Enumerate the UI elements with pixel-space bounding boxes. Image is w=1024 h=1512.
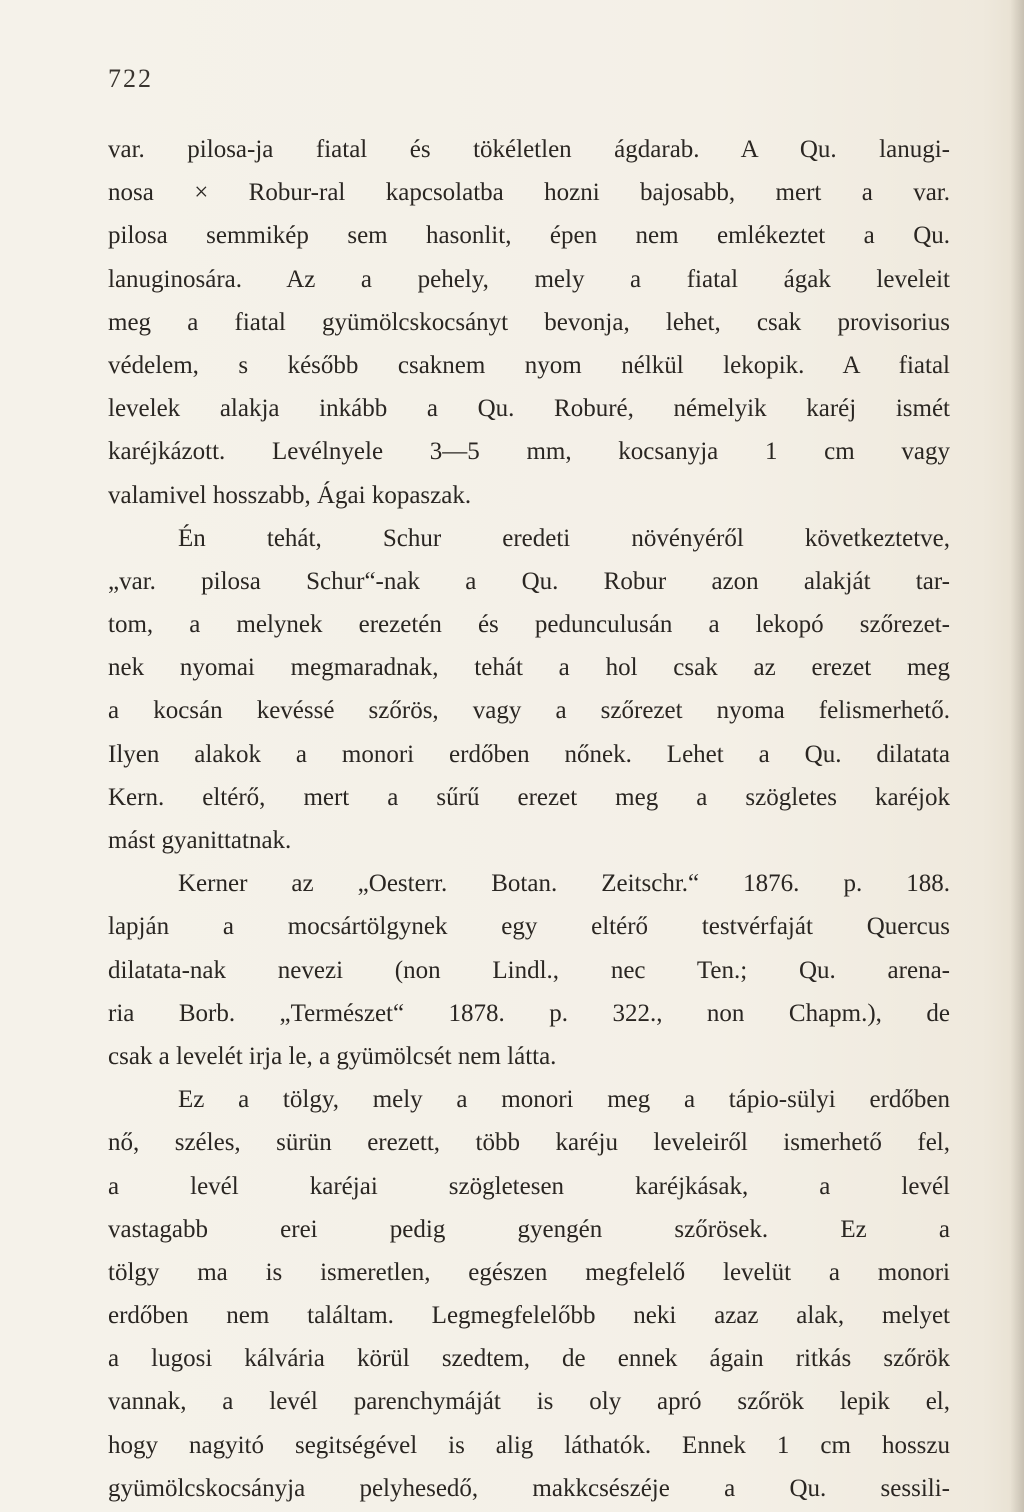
text-line: lanuginosára. Az a pehely, mely a fiatal ágak leveleit xyxy=(108,265,950,293)
text-line: nosa × Robur-ral kapcsolatba hozni bajosabb, mert a var. xyxy=(108,179,950,207)
text-line: „var. pilosa Schur“-nak a Qu. Robur azon alakját tar- xyxy=(108,567,950,595)
text-line: a levél karéjai szögletesen karéjkásak, a levél xyxy=(108,1172,950,1200)
text-line: erdőben nem találtam. Legmegfelelőbb neki azaz alak, melyet xyxy=(108,1302,950,1330)
body-text xyxy=(108,128,950,1510)
text-line: tölgy ma is ismeretlen, egészen megfelelő levelüt a monori xyxy=(108,1258,950,1286)
text-line: lapján a mocsártölgynek egy eltérő testvérfaját Quercus xyxy=(108,913,950,941)
text-line: dilatata-nak nevezi (non Lindl., nec Ten.; Qu. arena- xyxy=(108,956,950,984)
text-line: Ilyen alakok a monori erdőben nőnek. Lehet a Qu. dilatata xyxy=(108,740,950,768)
text-line: vannak, a levél parenchymáját is oly apró szőrök lepik el, xyxy=(108,1388,950,1416)
text-line: vastagabb erei pedig gyengén szőrösek. Ez a xyxy=(108,1215,950,1243)
text-line: pilosa semmikép sem hasonlit, épen nem emlékeztet a Qu. xyxy=(108,222,950,250)
text-line: ria Borb. „Természet“ 1878. p. 322., non Chapm.), de xyxy=(108,999,950,1027)
text-line: meg a fiatal gyümölcskocsányt bevonja, lehet, csak provisorius xyxy=(108,308,950,336)
text-line: tom, a melynek erezetén és pedunculusán a lekopó szőrezet- xyxy=(108,611,950,639)
text-line: Ez a tölgy, mely a monori meg a tápio-sülyi erdőben xyxy=(178,1086,950,1114)
text-line: a kocsán kevéssé szőrös, vagy a szőrezet nyoma felismerhető. xyxy=(108,697,950,725)
text-line: var. pilosa-ja fiatal és tökéletlen ágdarab. A Qu. lanugi- xyxy=(108,136,950,163)
text-line: Kern. eltérő, mert a sűrű erezet meg a szögletes karéjok xyxy=(108,783,950,811)
text-line: gyümölcskocsányja pelyhesedő, makkcsészéje a Qu. sessili- xyxy=(108,1474,950,1502)
page-edge-shadow xyxy=(1010,0,1024,1512)
text-line: Én tehát, Schur eredeti növényéről következtetve, xyxy=(178,524,950,552)
text-line: védelem, s később csaknem nyom nélkül lekopik. A fiatal xyxy=(108,351,950,379)
text-line: nő, széles, sürün erezett, több karéju leveleiről ismerhető fel, xyxy=(108,1129,950,1157)
text-line: karéjkázott. Levélnyele 3—5 mm, kocsanyja 1 cm vagy xyxy=(108,438,950,466)
text-line: levelek alakja inkább a Qu. Roburé, némelyik karéj ismét xyxy=(108,395,950,423)
text-line: csak a levelét irja le, a gyümölcsét nem látta. xyxy=(108,1042,557,1070)
text-line: nek nyomai megmaradnak, tehát a hol csak az erezet meg xyxy=(108,654,950,682)
text-line: valamivel hosszabb, Ágai kopaszak. xyxy=(108,481,472,509)
text-line: a lugosi kálvária körül szedtem, de ennek ágain ritkás szőrök xyxy=(108,1345,950,1373)
text-line: hogy nagyitó segitségével is alig láthatók. Ennek 1 cm hosszu xyxy=(108,1431,950,1459)
page-number: 722 xyxy=(108,64,153,93)
text-line: Kerner az „Oesterr. Botan. Zeitschr.“ 1876. p. 188. xyxy=(178,870,950,898)
text-line: mást gyanittatnak. xyxy=(108,827,292,854)
